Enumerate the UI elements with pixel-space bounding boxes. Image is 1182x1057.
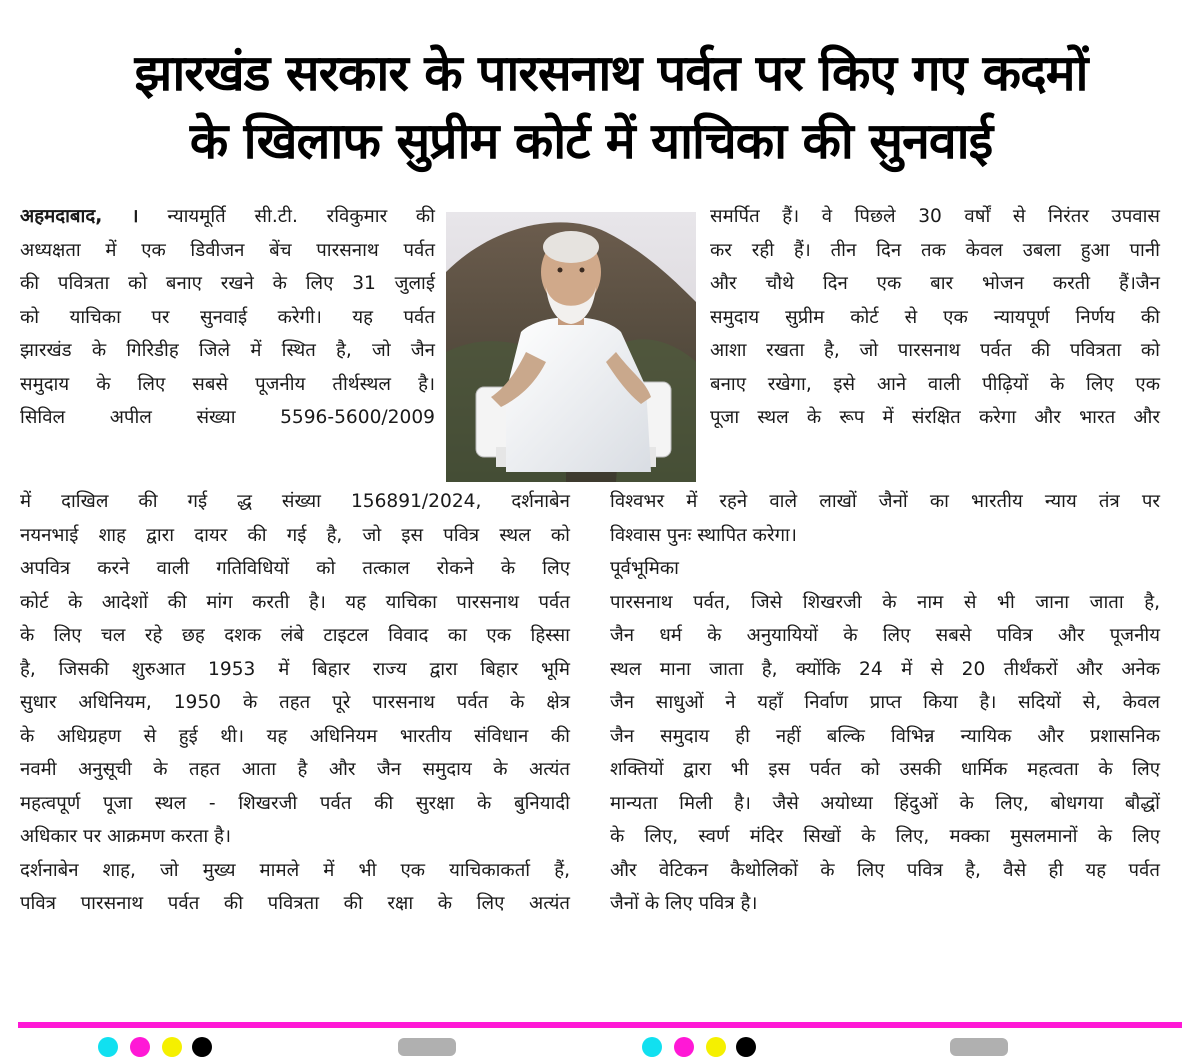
article-line: स्थल माना जाता है, क्योंकि 24 में से 20 तीर्थंकरों और अनेक bbox=[610, 658, 1160, 680]
article-line: पवित्र पारसनाथ पर्वत की पवित्रता की रक्षा के लिए अत्यंत bbox=[20, 893, 570, 914]
article-line: नवमी अनुसूची के तहत आता है और जैन समुदाय के अत्यंत bbox=[20, 759, 570, 780]
registration-mark-gray bbox=[398, 1038, 456, 1056]
registration-dot-black bbox=[736, 1037, 756, 1057]
article-line: और चौथे दिन एक बार भोजन करती हैं।जैन bbox=[710, 273, 1160, 294]
article-column-left-bottom bbox=[20, 485, 570, 921]
article-line: में दाखिल की गई द्ध संख्या 156891/2024, दर्शनाबेन bbox=[20, 491, 570, 512]
article-column-left-top bbox=[20, 200, 435, 435]
article-line: समुदाय के लिए सबसे पूजनीय तीर्थस्थल है। bbox=[20, 373, 435, 395]
article-line: आशा रखता है, जो पारसनाथ पर्वत की पवित्रता को bbox=[710, 340, 1160, 361]
section-subheading: पूर्वभूमिका bbox=[610, 558, 680, 579]
article-line: दर्शनाबेन शाह, जो मुख्य मामले में भी एक याचिकाकर्ता हैं, bbox=[20, 859, 570, 881]
article-line: और वेटिकन कैथोलिकों के लिए पवित्र है, वैसे ही यह पर्वत bbox=[610, 859, 1160, 881]
article-line: अपवित्र करने वाली गतिविधियों को तत्काल रोकने के लिए bbox=[20, 558, 570, 579]
article-line: कर रही हैं। तीन दिन तक केवल उबला हुआ पानी bbox=[710, 239, 1160, 261]
article-line: के अधिग्रहण से हुई थी। यह अधिनियम भारतीय संविधान की bbox=[20, 725, 570, 747]
article-line: को याचिका पर सुनवाई करेगी। यह पर्वत bbox=[20, 306, 435, 328]
article-line: अहमदाबाद, । न्यायमूर्ति सी.टी. रविकुमार की bbox=[20, 206, 436, 227]
article-line: सुधार अधिनियम, 1950 के तहत पूरे पारसनाथ पर्वत के क्षेत्र bbox=[20, 692, 570, 713]
article-line: की पवित्रता को बनाए रखने के लिए 31 जुलाई bbox=[20, 273, 435, 294]
article-line: विश्वास पुनः स्थापित करेगा। bbox=[610, 524, 797, 546]
article-line: जैन समुदाय ही नहीं बल्कि विभिन्न न्यायिक और प्रशासनिक bbox=[610, 725, 1160, 747]
article-line: समर्पित हैं। वे पिछले 30 वर्षों से निरंतर उपवास bbox=[710, 206, 1160, 227]
article-line: अधिकार पर आक्रमण करता है। bbox=[20, 826, 232, 847]
headline-line-2: के खिलाफ सुप्रीम कोर्ट में याचिका की सुनवाई bbox=[189, 112, 993, 170]
article-line: विश्वभर में रहने वाले लाखों जैनों का भारतीय न्याय तंत्र पर bbox=[610, 491, 1160, 512]
article-column-right-bottom bbox=[610, 485, 1160, 921]
article-line: पारसनाथ पर्वत, जिसे शिखरजी के नाम से भी जाना जाता है, bbox=[610, 591, 1160, 613]
registration-dot-yellow bbox=[162, 1037, 182, 1057]
article-line: जैनों के लिए पवित्र है। bbox=[610, 893, 758, 914]
article-line: के लिए चल रहे छह दशक लंबे टाइटल विवाद का एक हिस्सा bbox=[20, 625, 570, 646]
article-line: सिविल अपील संख्या 5596-5600/2009 bbox=[20, 407, 435, 428]
registration-dot-magenta bbox=[130, 1037, 150, 1057]
article-line: जैन धर्म के अनुयायियों के लिए सबसे पवित्र और पूजनीय bbox=[610, 625, 1160, 646]
article-line: अध्यक्षता में एक डिवीजन बेंच पारसनाथ पर्वत bbox=[20, 239, 435, 261]
article-column-right-top bbox=[710, 200, 1160, 435]
article-line: के लिए, स्वर्ण मंदिर सिखों के लिए, मक्का मुसलमानों के लिए bbox=[610, 826, 1160, 847]
registration-dot-yellow bbox=[706, 1037, 726, 1057]
registration-mark-gray bbox=[950, 1038, 1008, 1056]
article-line: शक्तियों द्वारा भी इस पर्वत को उसकी धार्मिक महत्वता के लिए bbox=[610, 759, 1160, 780]
article-line: नयनभाई शाह द्वारा दायर की गई है, जो इस पवित्र स्थल को bbox=[20, 524, 570, 546]
dateline: अहमदाबाद, । bbox=[20, 206, 139, 227]
article-line: समुदाय सुप्रीम कोर्ट से एक न्यायपूर्ण निर्णय की bbox=[710, 306, 1160, 328]
article-line: कोर्ट के आदेशों की मांग करती है। यह याचिका पारसनाथ पर्वत bbox=[20, 591, 570, 613]
registration-dot-cyan bbox=[642, 1037, 662, 1057]
headline-line-1: झारखंड सरकार के पारसनाथ पर्वत पर किए गए कदमों bbox=[134, 44, 1088, 102]
article-line: है, जिसकी शुरुआत 1953 में बिहार राज्य द्वारा बिहार भूमि bbox=[20, 658, 570, 680]
article-photo bbox=[446, 212, 696, 482]
article-line: पूजा स्थल के रूप में संरक्षित करेगा और भारत और bbox=[710, 407, 1160, 428]
article-line: जैन साधुओं ने यहाँ निर्वाण प्राप्त किया है। सदियों से, केवल bbox=[610, 692, 1160, 713]
registration-dot-magenta bbox=[674, 1037, 694, 1057]
registration-dot-black bbox=[192, 1037, 212, 1057]
article-line: महत्वपूर्ण पूजा स्थल - शिखरजी पर्वत की सुरक्षा के बुनियादी bbox=[20, 792, 570, 814]
article-line: मान्यता मिली है। जैसे अयोध्या हिंदुओं के लिए, बोधगया बौद्धों bbox=[610, 792, 1160, 814]
article-line: झारखंड के गिरिडीह जिले में स्थित है, जो जैन bbox=[20, 340, 435, 361]
registration-dot-cyan bbox=[98, 1037, 118, 1057]
monk-seated-in-chair-icon bbox=[446, 212, 696, 482]
article-line: बनाए रखेगा, इसे आने वाली पीढ़ियों के लिए एक bbox=[710, 373, 1160, 395]
magenta-rule bbox=[18, 1022, 1182, 1028]
